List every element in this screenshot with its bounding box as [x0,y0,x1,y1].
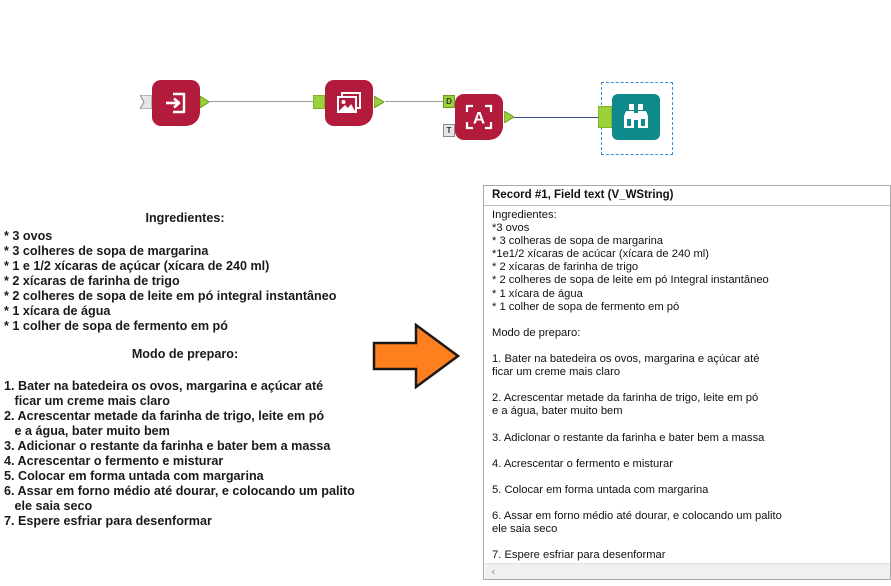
record-text-line [492,471,890,484]
record-text-content[interactable] [490,207,890,563]
ocr-anchor-d[interactable]: D [443,95,455,108]
record-text-line [492,340,890,353]
record-text-line [492,379,890,392]
ocr-step-line: ficar um creme mais claro [4,394,170,408]
orange-arrow-icon [372,323,460,389]
record-text-line: *1e1/2 xícaras de acúcar (xícara de 240 ml) [492,248,710,261]
record-text-line: Ingredientes: [492,209,557,221]
ocr-ingredient-line: * 1 colher de sopa de fermento em pó [4,319,228,333]
ocr-step-line: 5. Colocar em forma untada com margarina [4,469,264,483]
ocr-ingredient-line: * 2 colheres de sopa de leite em pó integral instantâneo [4,289,337,303]
record-text-line: * 1 xícara de água [492,287,583,300]
record-text-line: *3 ovos [492,222,530,235]
input-data-tool[interactable] [152,80,200,126]
ocr-ingredient-line: * 2 xícaras de farinha de trigo [4,274,180,288]
input-anchor-right[interactable] [200,96,209,108]
image-anchor-right[interactable] [374,96,384,108]
ocr-ingredient-line: * 1 e 1/2 xícaras de açúcar (xícara de 240 ml) [4,259,270,273]
ocr-anchor-right[interactable] [504,111,514,123]
record-text-line [492,314,890,327]
record-text-line [492,497,890,510]
scroll-left-icon[interactable]: ‹ [491,565,496,578]
record-viewer-panel [483,185,891,580]
record-text-line: * 2 xícaras de farinha de trigo [492,261,639,274]
ocr-ingredient-line: * 1 xícara de água [4,304,111,318]
record-text-line: 2. Acrescentar metade da farinha de trigo, leite em pó [492,392,759,405]
record-text-line: * 1 colher de sopa de fermento em pó [492,300,680,313]
record-text-line: Modo de preparo: [492,326,581,339]
ocr-step-line: 1. Bater na batedeira os ovos, margarina e açúcar até [4,379,324,393]
svg-text:A: A [472,108,486,128]
ocr-ingredient-line: * 3 colheres de sopa de margarina [4,244,209,258]
image-to-text-tool[interactable] [455,94,503,140]
record-text-line: 7. Espere esfriar para desenformar [492,549,666,562]
record-text-line: 4. Acrescentar o fermento e misturar [492,457,673,470]
image-anchor-left[interactable] [313,95,325,109]
record-text-line: ficar um creme mais claro [492,366,621,379]
image-tool[interactable] [325,80,373,126]
record-text-line: * 3 colheras de sopa de margarina [492,235,664,248]
ocr-step-line: 6. Assar em forno médio até dourar, e colocando um palito [4,484,355,498]
ocr-step-line: e a água, bater muito bem [4,424,170,438]
binoculars-icon [620,102,652,132]
ocr-step-line: 7. Espere esfriar para desenformar [4,514,212,528]
record-text-line: * 2 colheres de sopa de leite em pó Integral instantâneo [492,274,769,287]
image-icon [335,90,363,116]
record-text-line [492,445,890,458]
record-text-line [492,536,890,549]
ocr-method-heading: Modo de preparo: [131,347,239,361]
horizontal-scrollbar[interactable] [485,563,890,579]
ocr-ingredients-heading: Ingredientes: [145,211,225,225]
ocr-anchor-t[interactable]: T [443,124,455,137]
input-arrow-icon [163,90,189,116]
connection-input-to-image [207,101,321,102]
browse-tool[interactable] [612,94,660,140]
connection-ocr-to-browse [514,117,600,118]
ocr-step-line: 4. Acrescentar o fermento e misturar [4,454,224,468]
record-text-line: 1. Bater na batedeira os ovos, margarina e açúcar até [492,353,760,366]
ocr-ingredient-line: * 3 ovos [4,229,53,243]
text-recognition-icon [464,103,494,131]
recipe-source-image [0,205,370,529]
record-viewer-title: Record #1, Field text (V_WString) [484,186,890,206]
record-text-line: ele saia seco [492,523,558,536]
ocr-step-line: 3. Adicionar o restante da farinha e bater bem a massa [4,439,331,453]
ocr-step-line: ele saia seco [4,499,93,513]
input-anchor-left[interactable] [140,95,152,109]
ocr-step-line: 2. Acrescentar metade da farinha de trigo, leite em pó [4,409,325,423]
record-text-line: 6. Assar em forno médio até dourar, e colocando um palito [492,510,782,523]
record-text-line: 5. Colocar em forma untada com margarina [492,483,709,496]
record-text-line: 3. Adiclonar o restante da farinha e bater bem a massa [492,431,765,444]
browse-anchor-left[interactable] [598,106,612,128]
connection-image-to-ocr [385,101,445,102]
record-text-line [492,419,890,432]
record-text-line: e a água, bater muito bem [492,405,623,418]
